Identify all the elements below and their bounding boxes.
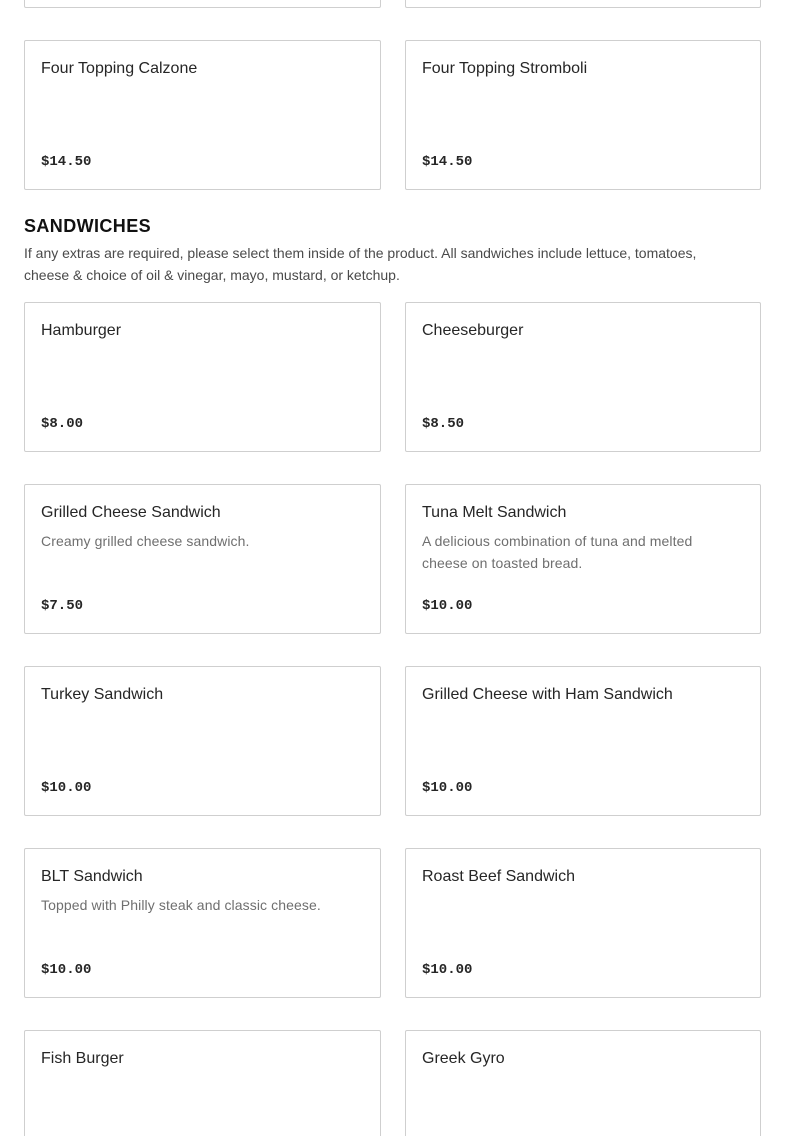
menu-item-card[interactable] — [405, 666, 761, 816]
menu-item-title: Roast Beef Sandwich — [422, 868, 575, 885]
menu-item-card[interactable] — [24, 302, 381, 452]
menu-item-price: $10.00 — [422, 780, 473, 796]
menu-item-title: Tuna Melt Sandwich — [422, 504, 567, 521]
menu-item-description: A delicious combination of tuna and melted cheese on toasted bread. — [422, 533, 693, 571]
menu-item-price: $10.00 — [41, 780, 92, 796]
menu-item-card[interactable] — [405, 848, 761, 998]
menu-item-title: Four Topping Calzone — [41, 60, 198, 77]
menu-item-card-cut[interactable] — [24, 0, 381, 8]
menu-item-description: Topped with Philly steak and classic cheese. — [41, 897, 321, 913]
menu-item-price: $14.50 — [41, 154, 92, 170]
menu-item-description: Creamy grilled cheese sandwich. — [41, 533, 250, 549]
section-description: If any extras are required, please select them inside of the product. All sandwiches include lettuce, tomatoes, cheese & choice of oil & vinegar, mayo, mustard, or ketchup. — [24, 245, 697, 283]
menu-item-card[interactable] — [24, 848, 381, 998]
menu-item-card[interactable] — [24, 484, 381, 634]
menu-item-title: Turkey Sandwich — [41, 686, 164, 703]
menu-item-title: Grilled Cheese with Ham Sandwich — [422, 686, 673, 703]
menu-item-price: $10.00 — [41, 962, 92, 978]
menu-item-title: Cheeseburger — [422, 322, 524, 339]
menu-item-title: Hamburger — [41, 322, 122, 339]
menu-item-card[interactable] — [24, 40, 381, 190]
menu-item-card[interactable] — [405, 302, 761, 452]
menu-item-price: $8.50 — [422, 416, 465, 432]
menu-item-card[interactable] — [24, 1030, 381, 1136]
menu-item-price: $14.50 — [422, 154, 473, 170]
menu-item-title: Greek Gyro — [422, 1050, 505, 1067]
menu-item-price: $8.00 — [41, 416, 84, 432]
menu-item-title: BLT Sandwich — [41, 868, 143, 885]
menu-item-title: Grilled Cheese Sandwich — [41, 504, 221, 521]
menu-item-title: Four Topping Stromboli — [422, 60, 588, 77]
menu-item-card[interactable] — [24, 666, 381, 816]
menu-item-price: $10.00 — [422, 598, 473, 614]
menu-item-title: Fish Burger — [41, 1050, 124, 1067]
menu-item-card[interactable] — [405, 1030, 761, 1136]
menu-item-card[interactable] — [405, 40, 761, 190]
menu-item-price: $7.50 — [41, 598, 84, 614]
menu-item-card-cut[interactable] — [405, 0, 761, 8]
menu-item-card[interactable] — [405, 484, 761, 634]
menu-item-price: $10.00 — [422, 962, 473, 978]
section-title: SANDWICHES — [24, 216, 152, 236]
